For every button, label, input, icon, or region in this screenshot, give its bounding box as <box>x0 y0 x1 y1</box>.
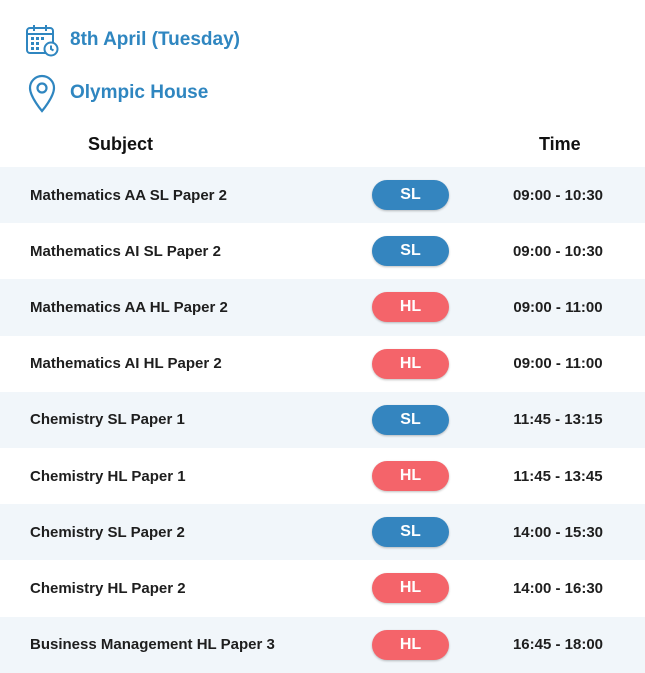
table-row <box>0 167 645 223</box>
subject-cell: Business Management HL Paper 3 <box>30 636 275 654</box>
location-text: Olympic House <box>70 82 209 103</box>
exam-date <box>22 20 240 60</box>
level-badge: SL <box>372 236 449 266</box>
level-badge: HL <box>372 461 449 491</box>
level-badge: SL <box>372 405 449 435</box>
subject-cell: Mathematics AI HL Paper 2 <box>30 355 222 373</box>
calendar-icon <box>22 23 62 57</box>
subject-cell: Mathematics AA HL Paper 2 <box>30 298 228 316</box>
level-badge: SL <box>372 180 449 210</box>
time-cell: 09:00 - 10:30 <box>512 186 604 204</box>
time-cell: 16:45 - 18:00 <box>512 636 604 654</box>
date-text: 8th April (Tuesday) <box>70 29 240 50</box>
table-row <box>0 223 645 279</box>
subject-cell: Chemistry SL Paper 1 <box>30 411 185 429</box>
time-cell: 11:45 - 13:15 <box>513 411 603 429</box>
time-cell: 09:00 - 11:00 <box>513 355 603 373</box>
subject-cell: Chemistry HL Paper 2 <box>30 579 186 597</box>
subject-cell: Chemistry SL Paper 2 <box>30 523 185 541</box>
location-pin-icon <box>22 73 62 113</box>
exam-table <box>0 167 645 673</box>
subject-cell: Chemistry HL Paper 1 <box>30 467 186 485</box>
table-row <box>0 617 645 673</box>
time-column-header: Time <box>539 134 581 154</box>
time-cell: 14:00 - 16:30 <box>512 579 604 597</box>
level-badge: HL <box>372 349 449 379</box>
exam-location <box>22 72 208 114</box>
table-row <box>0 279 645 335</box>
subject-cell: Mathematics AI SL Paper 2 <box>30 242 221 260</box>
subject-column-header: Subject <box>88 134 154 154</box>
time-cell: 11:45 - 13:45 <box>513 467 603 485</box>
level-badge: HL <box>372 630 449 660</box>
level-badge: SL <box>372 517 449 547</box>
table-row <box>0 504 645 560</box>
table-row <box>0 336 645 392</box>
table-row <box>0 448 645 504</box>
table-row <box>0 392 645 448</box>
subject-cell: Mathematics AA SL Paper 2 <box>30 186 228 204</box>
time-cell: 09:00 - 11:00 <box>513 298 603 316</box>
level-badge: HL <box>372 573 449 603</box>
time-cell: 14:00 - 15:30 <box>512 523 604 541</box>
table-row <box>0 560 645 616</box>
time-cell: 09:00 - 10:30 <box>512 242 604 260</box>
level-badge: HL <box>372 292 449 322</box>
